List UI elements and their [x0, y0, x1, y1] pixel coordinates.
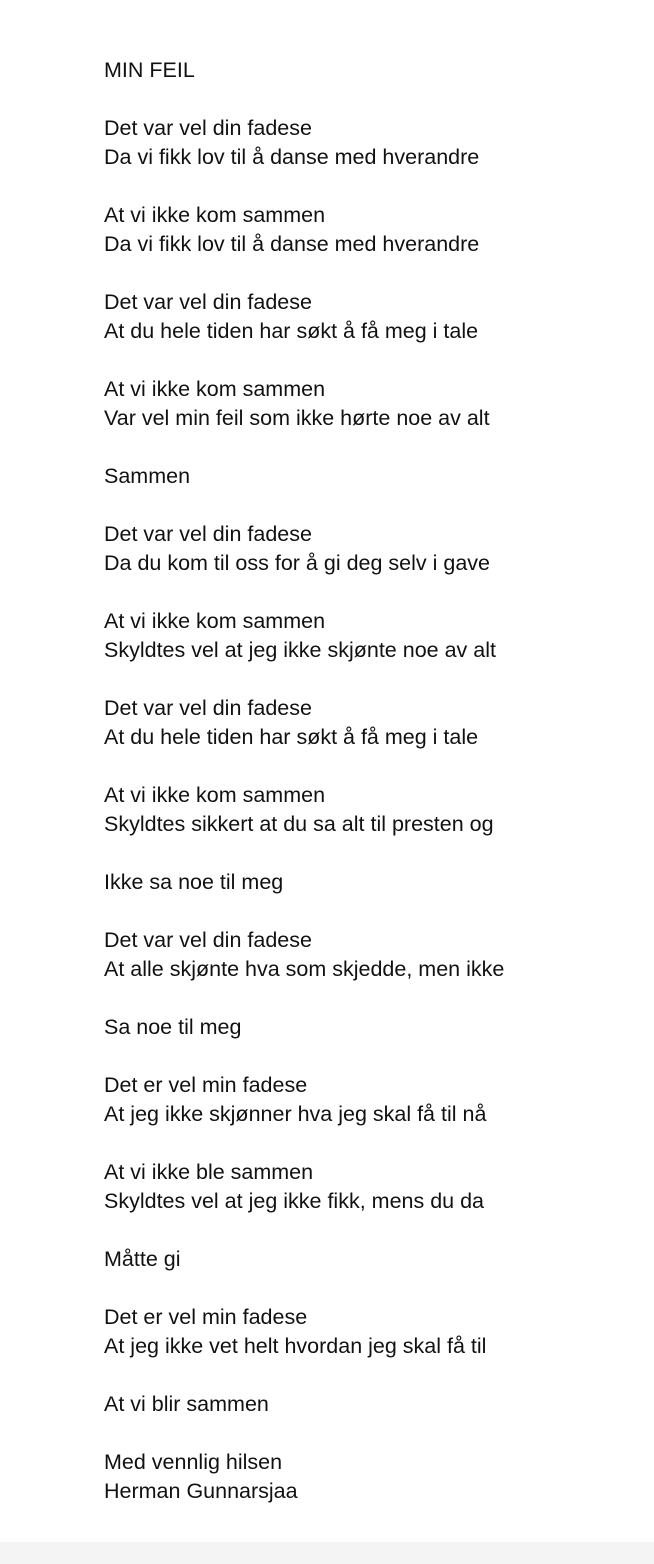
page-bottom-margin — [0, 1542, 654, 1564]
stanza — [104, 520, 634, 578]
verse-line: At vi ikke kom sammen — [104, 609, 326, 633]
verse-line: At vi ikke kom sammen — [104, 783, 326, 807]
verse-line: Da vi fikk lov til å danse med hverandre — [104, 232, 480, 256]
verse-line: At jeg ikke skjønner hva jeg skal få til nå — [104, 1102, 487, 1126]
verse-line: At du hele tiden har søkt å få meg i tale — [104, 725, 479, 749]
stanza — [104, 926, 634, 984]
verse-line: Da vi fikk lov til å danse med hverandre — [104, 145, 480, 169]
stanza — [104, 288, 634, 346]
verse-line: At vi ikke kom sammen — [104, 203, 326, 227]
stanza — [104, 1303, 634, 1361]
author-name: Herman Gunnarsjaa — [104, 1479, 298, 1503]
signature-block — [104, 1448, 634, 1506]
poem-body — [104, 56, 634, 1506]
poem-title: MIN FEIL — [104, 58, 195, 82]
stanza — [104, 781, 634, 839]
stanza — [104, 1245, 634, 1274]
closing-line: Med vennlig hilsen — [104, 1450, 283, 1474]
stanza — [104, 1390, 634, 1419]
verse-line: Skyldtes vel at jeg ikke fikk, mens du da — [104, 1189, 485, 1213]
poem-title-block — [104, 56, 634, 85]
verse-line: Det er vel min fadese — [104, 1305, 308, 1329]
verse-line: At alle skjønte hva som skjedde, men ikke — [104, 957, 505, 981]
verse-line: Det var vel din fadese — [104, 928, 312, 952]
stanza — [104, 462, 634, 491]
stanza — [104, 694, 634, 752]
verse-line: Det var vel din fadese — [104, 290, 312, 314]
stanza — [104, 1158, 634, 1216]
verse-line: At vi ikke ble sammen — [104, 1160, 314, 1184]
verse-line: At jeg ikke vet helt hvordan jeg skal få til — [104, 1334, 487, 1358]
verse-line: Da du kom til oss for å gi deg selv i gave — [104, 551, 490, 575]
stanza — [104, 1071, 634, 1129]
verse-line: At vi blir sammen — [104, 1392, 269, 1416]
stanza — [104, 607, 634, 665]
verse-line: Ikke sa noe til meg — [104, 870, 284, 894]
stanza — [104, 1013, 634, 1042]
verse-line: Det var vel din fadese — [104, 696, 312, 720]
verse-line: Var vel min feil som ikke hørte noe av alt — [104, 406, 490, 430]
verse-line: At vi ikke kom sammen — [104, 377, 326, 401]
verse-line: Det er vel min fadese — [104, 1073, 308, 1097]
stanza — [104, 114, 634, 172]
verse-line: Sammen — [104, 464, 191, 488]
verse-line: Det var vel din fadese — [104, 522, 312, 546]
verse-line: Måtte gi — [104, 1247, 181, 1271]
verse-line: Skyldtes vel at jeg ikke skjønte noe av alt — [104, 638, 496, 662]
verse-line: Sa noe til meg — [104, 1015, 242, 1039]
verse-line: Det var vel din fadese — [104, 116, 312, 140]
stanza — [104, 868, 634, 897]
verse-line: At du hele tiden har søkt å få meg i tale — [104, 319, 479, 343]
verse-line: Skyldtes sikkert at du sa alt til presten og — [104, 812, 494, 836]
stanza — [104, 375, 634, 433]
stanza — [104, 201, 634, 259]
